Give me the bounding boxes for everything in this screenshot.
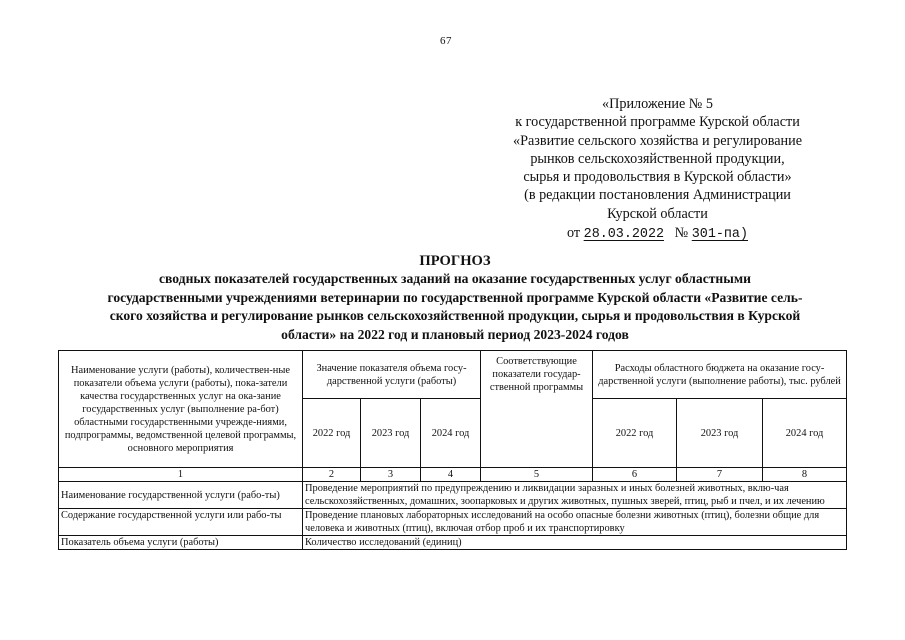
appendix-line: к государственной программе Курской области	[515, 114, 800, 131]
header-budget-group: Расходы областного бюджета на оказание госу-дарственной услуги (выполнение работы), тыс. рублей	[593, 351, 847, 399]
header-volume-year: 2023 год	[361, 399, 421, 468]
appendix-line: (в редакции постановления Администрации	[524, 187, 791, 204]
title-line: области» на 2022 год и плановый период 2023-2024 годов	[281, 326, 629, 342]
decree-number: 301-па)	[691, 227, 748, 243]
date-prefix: от	[567, 225, 581, 242]
appendix-line: Курской области	[607, 205, 708, 222]
header-budget-year: 2022 год	[593, 399, 677, 468]
column-number: 5	[481, 468, 593, 482]
number-prefix: №	[674, 225, 689, 242]
header-program-indicators: Соответствующие показатели государ-ственной программы	[481, 351, 593, 468]
appendix-block	[505, 95, 810, 244]
header-budget-year: 2023 год	[677, 399, 763, 468]
appendix-line: рынков сельскохозяйственной продукции,	[530, 150, 785, 167]
column-number: 4	[421, 468, 481, 482]
table-row	[59, 536, 847, 550]
appendix-line: «Развитие сельского хозяйства и регулирование	[513, 132, 802, 149]
column-number: 6	[593, 468, 677, 482]
title-line: сводных показателей государственных заданий на оказание государственных услуг областными	[159, 271, 751, 287]
decree-date-line	[505, 224, 810, 244]
column-number: 7	[677, 468, 763, 482]
row-value: Проведение плановых лабораторных исследований на особо опасные болезни животных (птиц), болезни общие для человека и животных (птиц), включая отбор проб и их транспортировку	[303, 509, 847, 536]
column-number: 1	[59, 468, 303, 482]
row-label: Наименование государственной услуги (рабо-ты)	[59, 482, 303, 509]
row-label: Содержание государственной услуги или рабо-ты	[59, 509, 303, 536]
document-title	[60, 252, 850, 344]
column-number: 8	[763, 468, 847, 482]
title-line: ского хозяйства и регулирование рынков сельскохозяйственной продукции, сырья и продовольствия в Курской	[109, 308, 801, 324]
page-number: 67	[440, 35, 452, 47]
column-number: 2	[303, 468, 361, 482]
forecast-table	[58, 350, 847, 550]
appendix-line: «Приложение № 5	[602, 96, 713, 112]
title-line: государственными учреждениями ветеринарии по государственной программе Курской области «Развитие сель-	[107, 289, 803, 305]
column-number: 3	[361, 468, 421, 482]
header-volume-year: 2024 год	[421, 399, 481, 468]
header-service-name: Наименование услуги (работы), количествен-ные показатели объема услуги (работы), пока-затели качества государственных услуг на ока-зание государственных услуг (выполнение ра-бот) областными государственными учрежде-ниями, подпрограммы, ведомственной целевой программы, основного мероприятия	[59, 351, 303, 468]
header-volume-year: 2022 год	[303, 399, 361, 468]
header-volume-group: Значение показателя объема госу-дарственной услуги (работы)	[303, 351, 481, 399]
table-row	[59, 482, 847, 509]
row-label: Показатель объема услуги (работы)	[59, 536, 303, 550]
header-budget-year: 2024 год	[763, 399, 847, 468]
row-value: Проведение мероприятий по предупреждению и ликвидации заразных и иных болезней животных, вклю-чая сельскохозяйственных, домашних, зоопарковых и других животных, пушных зверей, птиц, рыб и пчел, и их лечению	[303, 482, 847, 509]
table-row	[59, 509, 847, 536]
title-heading: ПРОГНОЗ	[419, 253, 491, 269]
decree-date: 28.03.2022	[583, 227, 665, 243]
row-value: Количество исследований (единиц)	[303, 536, 847, 550]
appendix-line: сырья и продовольствия в Курской области»	[523, 169, 792, 186]
